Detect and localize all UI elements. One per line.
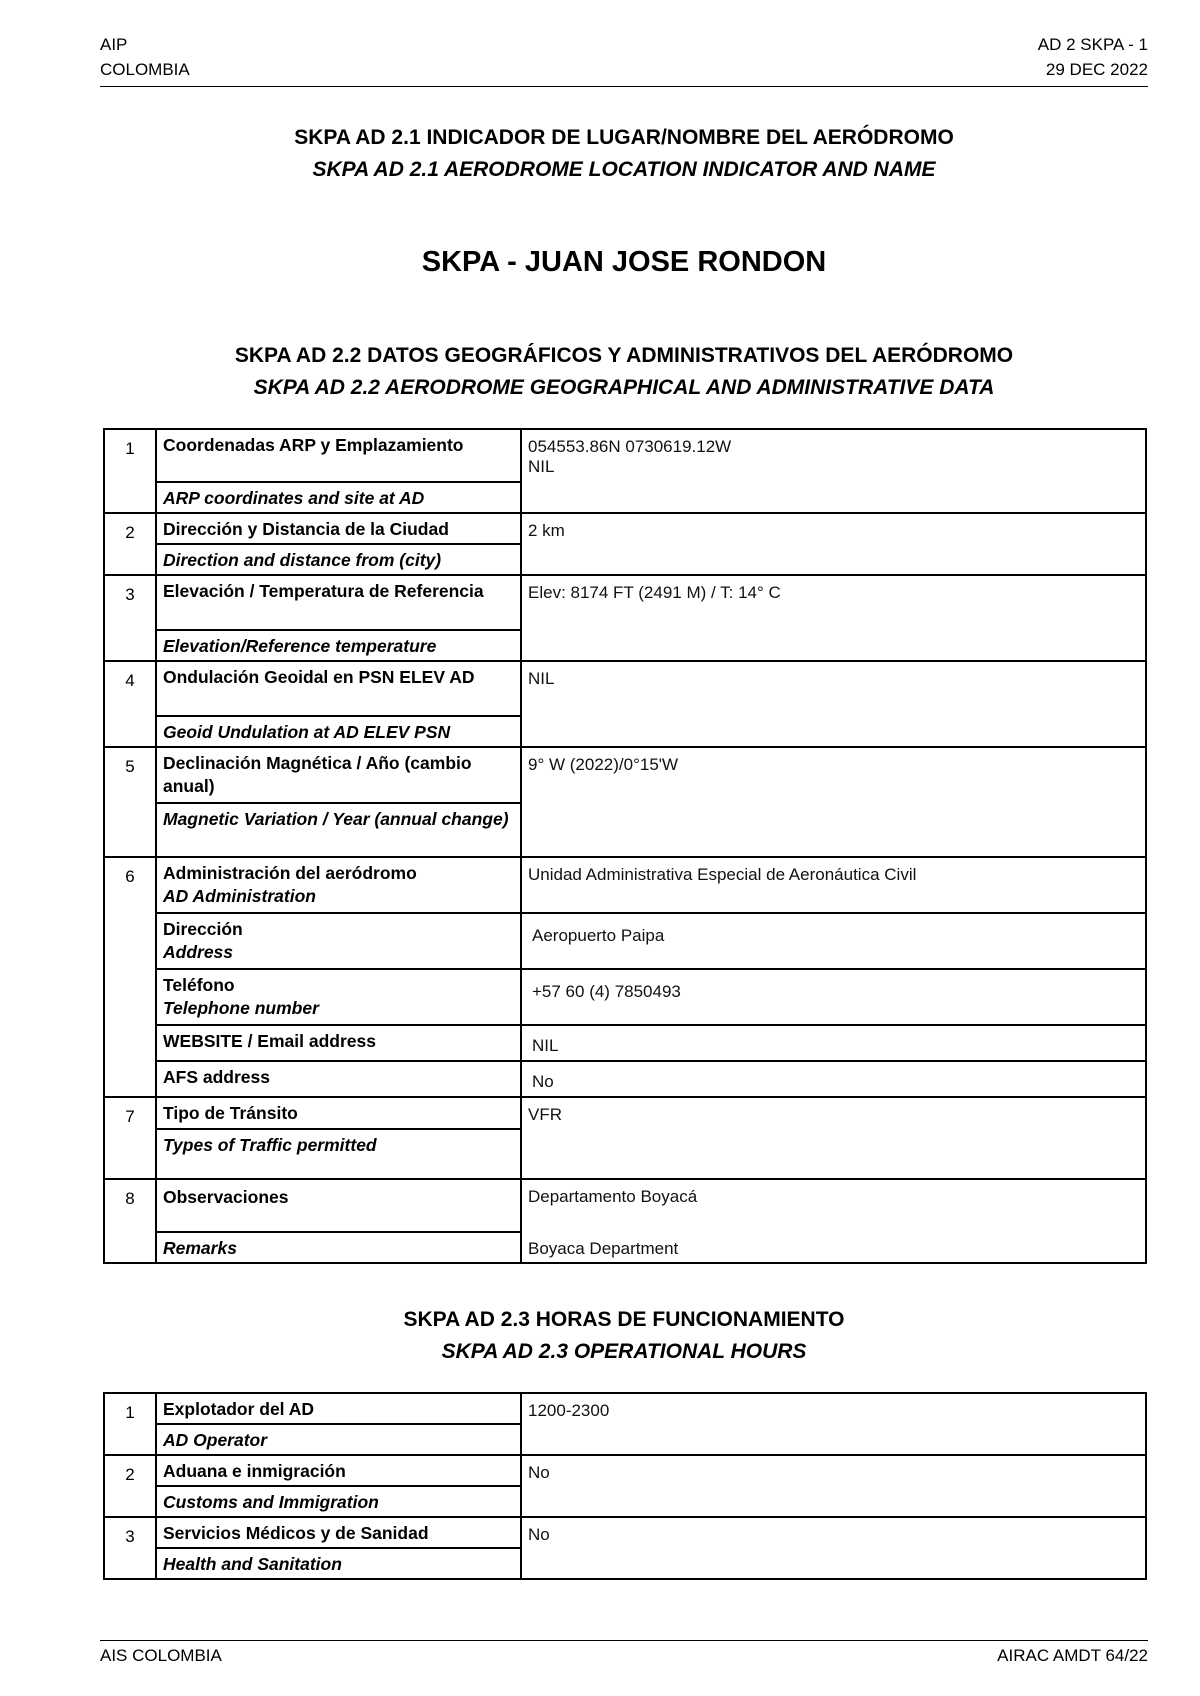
admin-value: NIL [532, 1036, 559, 1055]
row-number: 2 [105, 514, 157, 574]
row-value: 9° W (2022)/0°15'W [528, 755, 679, 774]
section2-title-en: SKPA AD 2.2 AERODROME GEOGRAPHICAL AND ADMINISTRATIVE DATA [253, 376, 995, 399]
row-value: No [528, 1525, 550, 1544]
label-es: Coordenadas ARP y Emplazamiento [163, 435, 464, 455]
row-value [522, 430, 1145, 512]
row-number: 1 [105, 1394, 157, 1454]
page-footer [100, 1640, 1148, 1665]
label-en: Telephone number [163, 998, 319, 1018]
table-row [105, 512, 1145, 574]
header-aip: AIP [100, 35, 128, 54]
row-value: 1200-2300 [528, 1401, 610, 1420]
row-labels [157, 1456, 522, 1516]
remarks-es: Departamento Boyacá [528, 1187, 698, 1206]
section3-title-en: SKPA AD 2.3 OPERATIONAL HOURS [441, 1340, 807, 1363]
row-value [522, 1180, 1145, 1262]
admin-subrow [157, 1024, 1145, 1060]
table-row [105, 1096, 1145, 1178]
row-number: 1 [105, 430, 157, 512]
label-en: Health and Sanitation [157, 1547, 520, 1578]
admin-label [157, 970, 522, 1024]
row-labels [157, 514, 522, 574]
admin-value: +57 60 (4) 7850493 [532, 982, 681, 1001]
label-en: AD Administration [163, 886, 316, 906]
aerodrome-data-table [103, 428, 1147, 1264]
row-labels [157, 1518, 522, 1578]
row-labels [157, 576, 522, 660]
label-es: Dirección [163, 919, 243, 939]
footer-left: AIS COLOMBIA [100, 1646, 222, 1665]
label-en: Direction and distance from (city) [157, 543, 520, 574]
label-en: Remarks [157, 1231, 520, 1262]
admin-label: WEBSITE / Email address [157, 1026, 522, 1060]
remarks-en: Boyaca Department [528, 1239, 679, 1258]
header-date: 29 DEC 2022 [1045, 60, 1148, 79]
label-en: ARP coordinates and site at AD [157, 481, 520, 512]
label-es: Elevación / Temperatura de Referencia [163, 581, 484, 601]
row-labels [157, 662, 522, 746]
footer-right: AIRAC AMDT 64/22 [997, 1646, 1148, 1665]
header-left [100, 32, 190, 82]
section1-title-en: SKPA AD 2.1 AERODROME LOCATION INDICATOR AND NAME [312, 158, 936, 181]
aerodrome-name: SKPA - JUAN JOSE RONDON [421, 246, 827, 278]
label-en: Customs and Immigration [157, 1485, 520, 1516]
admin-subrows [157, 858, 1145, 1096]
label-en: AD Operator [157, 1423, 520, 1454]
table-row [105, 746, 1145, 856]
section3-title-es: SKPA AD 2.3 HORAS DE FUNCIONAMIENTO [403, 1308, 845, 1331]
label-en: Elevation/Reference temperature [157, 629, 520, 660]
admin-subrow [157, 1060, 1145, 1096]
row-value: Elev: 8174 FT (2491 M) / T: 14° C [528, 583, 781, 602]
page-header [100, 32, 1148, 87]
label-es: Dirección y Distancia de la Ciudad [163, 519, 449, 539]
row-value: VFR [528, 1105, 562, 1124]
row-labels [157, 1098, 522, 1178]
table-row [105, 430, 1145, 512]
label-es: Teléfono [163, 975, 235, 995]
admin-subrow [157, 968, 1145, 1024]
row-value: No [528, 1463, 550, 1482]
row-labels [157, 1394, 522, 1454]
header-right [1038, 32, 1148, 82]
row-number: 4 [105, 662, 157, 746]
label-es: Servicios Médicos y de Sanidad [163, 1523, 429, 1543]
row-number: 3 [105, 1518, 157, 1578]
table-row [105, 1454, 1145, 1516]
row-labels [157, 1180, 522, 1262]
admin-label: AFS address [157, 1062, 522, 1096]
admin-value: Aeropuerto Paipa [532, 926, 665, 945]
label-es: Ondulación Geoidal en PSN ELEV AD [163, 667, 475, 687]
admin-value: Unidad Administrativa Especial de Aeronáutica Civil [528, 865, 917, 884]
label-es: Declinación Magnética / Año (cambio anual) [163, 753, 472, 796]
label-en: Geoid Undulation at AD ELEV PSN [157, 715, 520, 746]
row-number: 5 [105, 748, 157, 856]
table-row [105, 1178, 1145, 1262]
row-labels [157, 430, 522, 512]
label-es: Administración del aeródromo [163, 863, 417, 883]
value-line: 054553.86N 0730619.12W [528, 437, 732, 456]
section2-title-es: SKPA AD 2.2 DATOS GEOGRÁFICOS Y ADMINISTRATIVOS DEL AERÓDROMO [234, 344, 1014, 367]
admin-subrow [157, 912, 1145, 968]
label-es: Explotador del AD [163, 1399, 315, 1419]
section2-heading [100, 340, 1148, 404]
table-row [105, 574, 1145, 660]
table-row [105, 1394, 1145, 1454]
admin-subrow [157, 858, 1145, 912]
row-number: 8 [105, 1180, 157, 1262]
row-number: 2 [105, 1456, 157, 1516]
row-number: 6 [105, 858, 157, 1096]
operational-hours-table [103, 1392, 1147, 1580]
table-row [105, 1516, 1145, 1578]
row-value: NIL [528, 669, 555, 688]
label-es: Tipo de Tránsito [163, 1103, 298, 1123]
header-page-id: AD 2 SKPA - 1 [1037, 35, 1148, 54]
header-country: COLOMBIA [100, 60, 190, 79]
table-row-administration [105, 856, 1145, 1096]
section1-heading [100, 122, 1148, 186]
label-es: Aduana e inmigración [163, 1461, 346, 1481]
value-line: NIL [528, 457, 555, 476]
admin-label [157, 914, 522, 968]
admin-value: No [532, 1072, 554, 1091]
section3-heading [100, 1304, 1148, 1368]
section1-title-es: SKPA AD 2.1 INDICADOR DE LUGAR/NOMBRE DEL AERÓDROMO [294, 126, 954, 149]
row-value: 2 km [528, 521, 565, 540]
row-number: 3 [105, 576, 157, 660]
label-en: Magnetic Variation / Year (annual change) [157, 802, 520, 856]
row-number: 7 [105, 1098, 157, 1178]
row-labels [157, 748, 522, 856]
label-es: Observaciones [163, 1187, 289, 1207]
label-en: Types of Traffic permitted [157, 1128, 520, 1178]
admin-label [157, 858, 522, 912]
label-en: Address [163, 942, 234, 962]
table-row [105, 660, 1145, 746]
